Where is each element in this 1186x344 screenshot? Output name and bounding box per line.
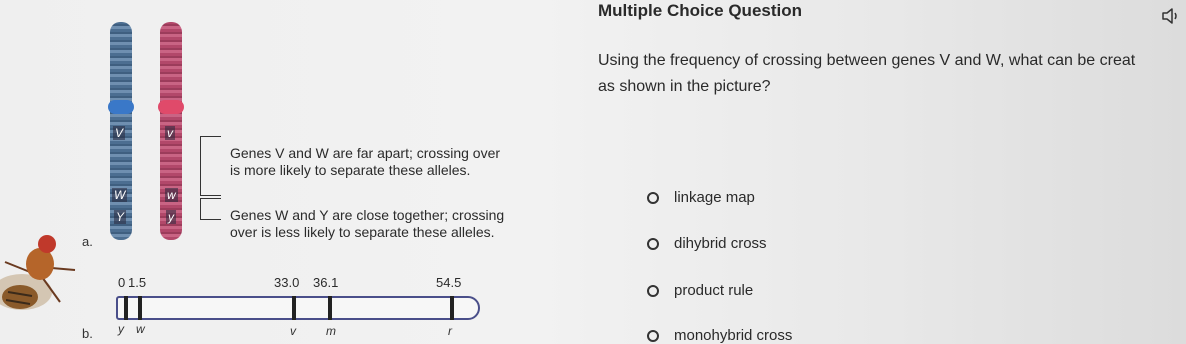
panel-b-label: b. [82,326,93,341]
annotation-close-line1: Genes W and Y are close together; crossing [230,207,505,223]
gene-label-V: V [115,126,124,140]
map-gene-m: m [326,324,336,338]
radio-product-rule[interactable] [647,285,659,297]
map-gene-v: v [290,324,296,338]
map-gene-y: y [118,322,124,336]
map-position-36-1: 36.1 [313,275,339,290]
bracket-w-y [200,198,221,220]
speaker-icon[interactable] [1160,6,1180,26]
option-label: linkage map [674,189,755,206]
question-title: Multiple Choice Question [598,1,803,20]
radio-linkage-map[interactable] [647,192,659,204]
map-position-33-0: 33.0 [274,275,300,290]
map-tick-w [138,296,142,320]
option-linkage-map[interactable] [647,189,755,206]
annotation-close-line2: over is less likely to separate these alleles. [230,224,495,240]
gene-label-w: w [167,188,176,202]
gene-label-v: v [167,126,173,140]
panel-a-label: a. [82,234,93,249]
map-tick-m [328,296,332,320]
map-tick-y [124,296,128,320]
gene-label-W: W [114,188,126,202]
map-position-0: 0 [118,275,126,290]
option-label: monohybrid cross [674,327,793,344]
bracket-v-w [200,136,221,196]
question-line-2: as shown in the picture? [598,78,771,95]
map-position-1-5: 1.5 [128,275,147,290]
question-line-1: Using the frequency of crossing between genes V and W, what can be creat [598,52,1136,69]
fruit-fly-image [0,222,80,344]
annotation-far-apart-line2: is more likely to separate these alleles. [230,162,471,178]
gene-label-Y: Y [116,210,125,224]
option-monohybrid-cross[interactable] [647,327,792,344]
annotation-far-apart-line1: Genes V and W are far apart; crossing over [230,145,501,161]
map-tick-v [292,296,296,320]
radio-dihybrid-cross[interactable] [647,238,659,250]
option-label: dihybrid cross [674,235,767,252]
radio-monohybrid-cross[interactable] [647,330,659,342]
annotation-close-together [230,207,504,241]
map-gene-r: r [448,324,452,338]
map-position-54-5: 54.5 [436,275,462,290]
option-label: product rule [674,282,754,299]
question-text [598,48,1186,100]
centromere-blue [108,100,134,114]
gene-label-y: y [168,210,174,224]
genetics-figure [0,0,560,344]
option-dihybrid-cross[interactable] [647,235,767,252]
map-tick-r [450,296,454,320]
linkage-map-bar [116,296,480,320]
map-gene-w: w [136,322,145,336]
centromere-pink [158,100,184,114]
option-product-rule[interactable] [647,282,753,299]
annotation-far-apart [230,145,500,179]
